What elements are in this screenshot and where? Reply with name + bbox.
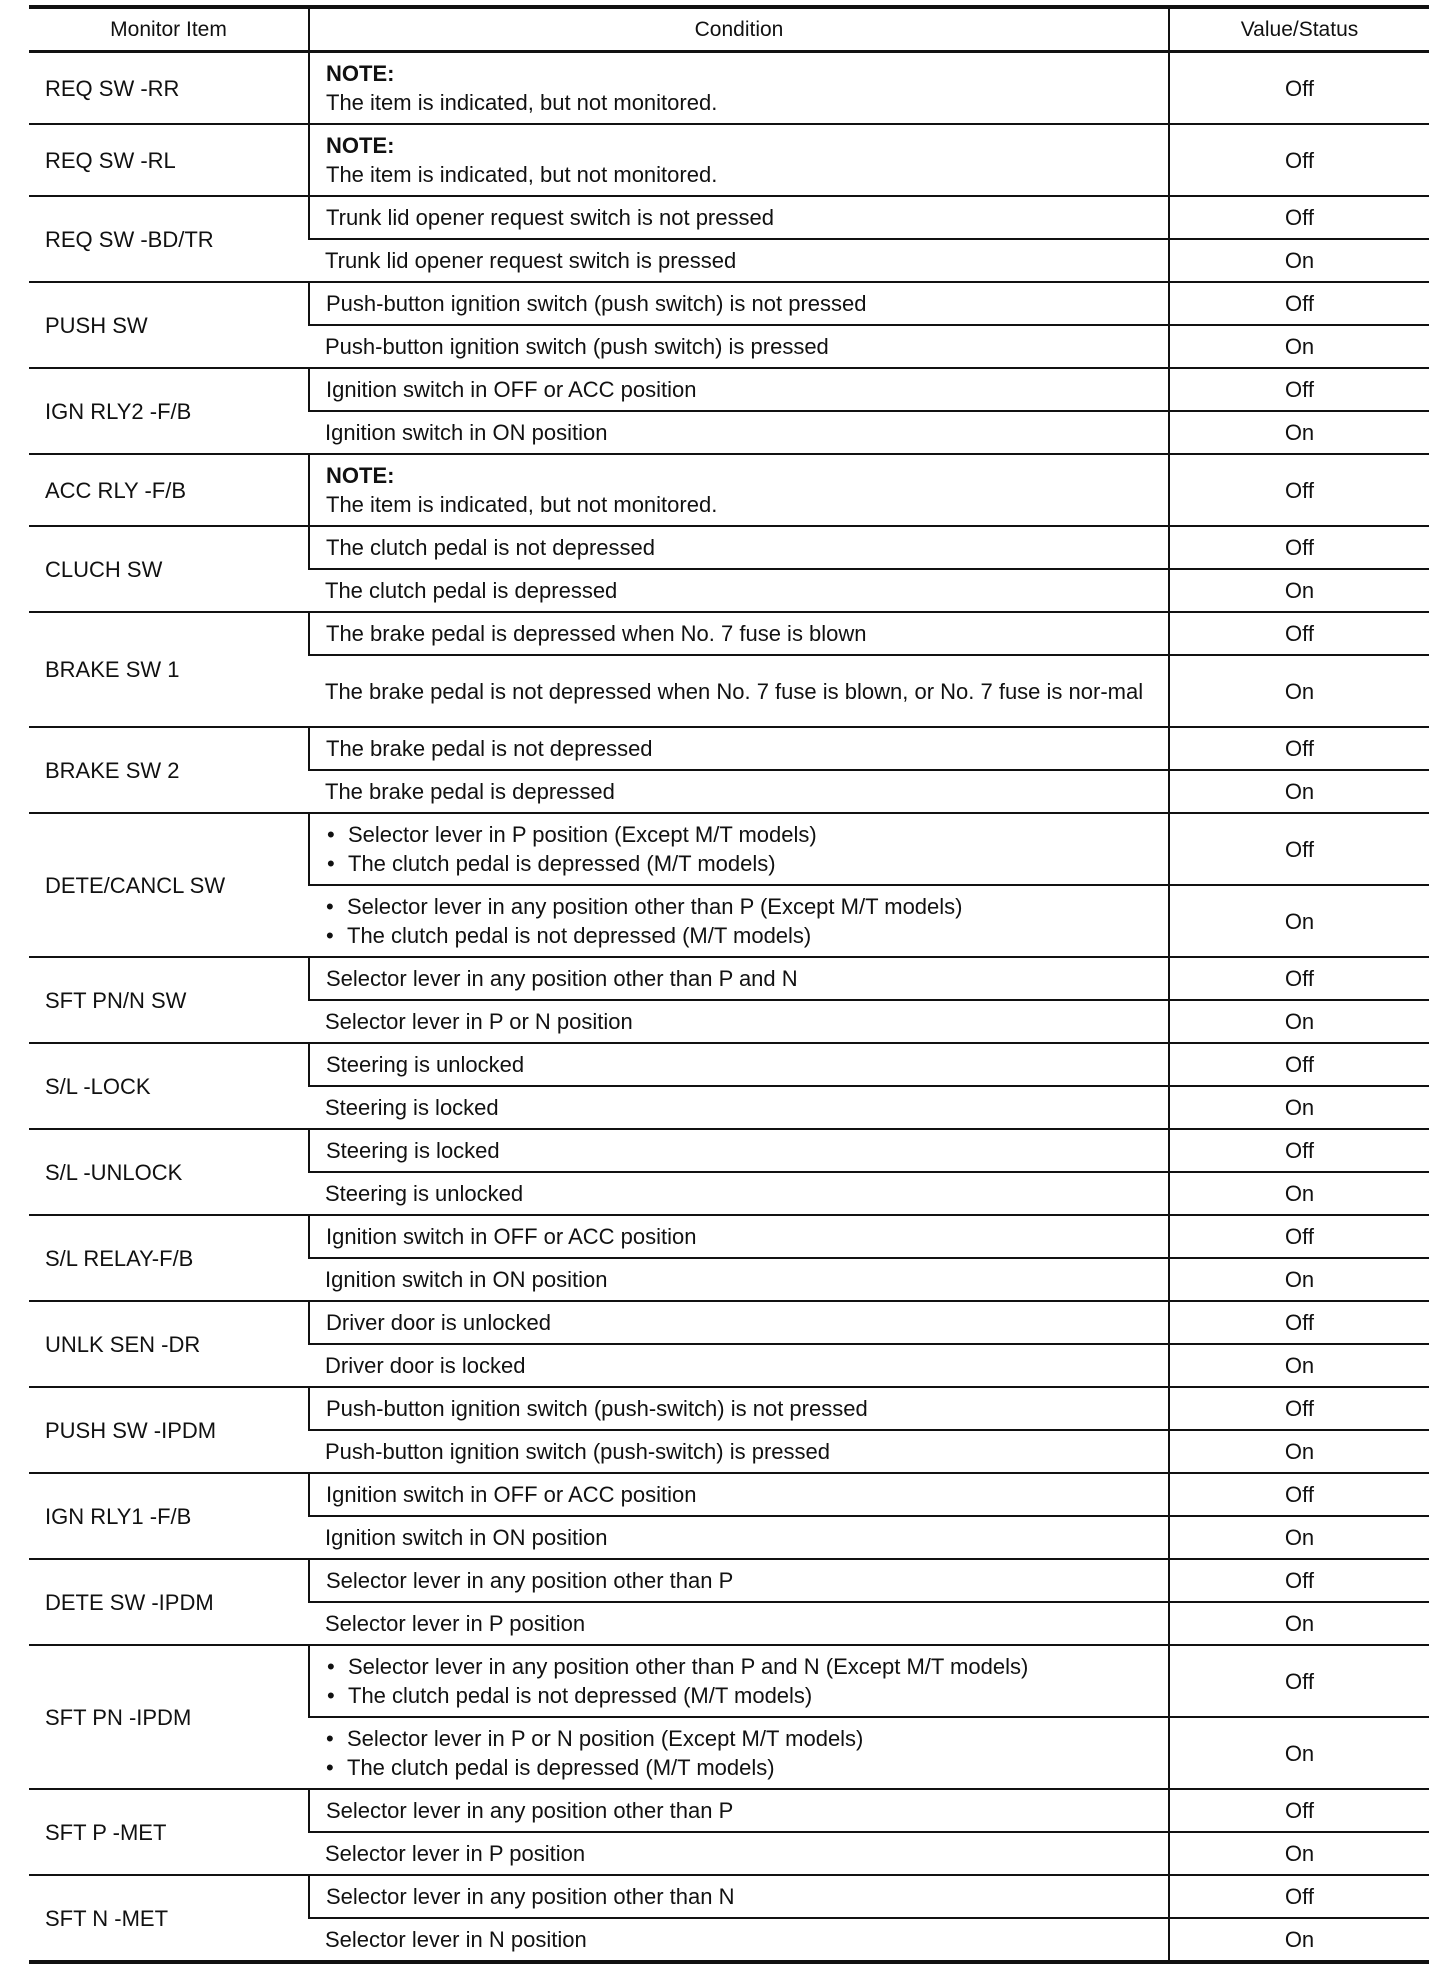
table-row <box>29 454 1429 526</box>
table-row <box>29 727 1429 770</box>
value-status-cell: On <box>1169 1430 1429 1473</box>
condition-bullet-item: • Selector lever in any position other than P and N (Except M/T models) <box>326 1652 1152 1681</box>
value-status-cell: On <box>1169 1172 1429 1215</box>
condition-cell <box>309 1832 1169 1875</box>
table-row <box>29 526 1429 569</box>
condition-cell <box>309 325 1169 368</box>
condition-cell <box>309 239 1169 282</box>
value-status-cell: On <box>1169 1602 1429 1645</box>
value-status-cell: On <box>1169 239 1429 282</box>
value-status-cell: On <box>1169 1918 1429 1962</box>
table-row <box>29 1301 1429 1344</box>
monitor-item-cell: DETE/CANCL SW <box>29 813 309 957</box>
value-status-cell: On <box>1169 1086 1429 1129</box>
monitor-item-cell: PUSH SW <box>29 282 309 368</box>
condition-text: Ignition switch in OFF or ACC position <box>326 1224 697 1249</box>
note-text: The item is indicated, but not monitored. <box>326 90 718 115</box>
note-text: The item is indicated, but not monitored. <box>326 492 718 517</box>
condition-bullet-item: • The clutch pedal is depressed (M/T models) <box>325 1753 1152 1782</box>
condition-text: Selector lever in N position <box>325 1927 587 1952</box>
monitor-item-cell: CLUCH SW <box>29 526 309 612</box>
note-label: NOTE: <box>326 463 395 488</box>
value-status-cell: On <box>1169 325 1429 368</box>
condition-cell <box>309 1344 1169 1387</box>
value-status-cell: On <box>1169 1258 1429 1301</box>
condition-text: Steering is unlocked <box>326 1052 525 1077</box>
value-status-cell: Off <box>1169 1559 1429 1602</box>
table-row <box>29 1875 1429 1918</box>
condition-cell <box>309 1602 1169 1645</box>
monitor-item-cell: S/L RELAY-F/B <box>29 1215 309 1301</box>
value-status-cell: Off <box>1169 1129 1429 1172</box>
value-status-cell: On <box>1169 1832 1429 1875</box>
condition-bullet-list <box>325 892 1152 950</box>
condition-text: Trunk lid opener request switch is not pressed <box>326 205 774 230</box>
condition-cell <box>309 770 1169 813</box>
condition-cell <box>309 1043 1169 1086</box>
condition-cell <box>309 1172 1169 1215</box>
table-row <box>29 1387 1429 1430</box>
note-label: NOTE: <box>326 133 395 158</box>
condition-cell <box>309 411 1169 454</box>
value-status-cell: On <box>1169 770 1429 813</box>
value-status-cell: Off <box>1169 124 1429 196</box>
value-status-cell: Off <box>1169 1473 1429 1516</box>
value-status-cell: Off <box>1169 1043 1429 1086</box>
value-status-cell: Off <box>1169 282 1429 325</box>
condition-bullet-item: • The clutch pedal is depressed (M/T models) <box>326 849 1152 878</box>
condition-text: Selector lever in any position other than P and N <box>326 966 798 991</box>
condition-text: Driver door is unlocked <box>326 1310 551 1335</box>
condition-text: Push-button ignition switch (push switch) is not pressed <box>326 291 867 316</box>
table-row <box>29 52 1429 125</box>
condition-cell <box>309 727 1169 770</box>
monitor-item-cell: ACC RLY -F/B <box>29 454 309 526</box>
condition-text: Push-button ignition switch (push-switch) is not pressed <box>326 1396 868 1421</box>
value-status-cell: On <box>1169 885 1429 957</box>
value-status-cell: On <box>1169 1717 1429 1789</box>
condition-text: Selector lever in P position <box>325 1841 586 1866</box>
value-status-cell: On <box>1169 1344 1429 1387</box>
monitor-item-cell: PUSH SW -IPDM <box>29 1387 309 1473</box>
table-row <box>29 368 1429 411</box>
table-row <box>29 1043 1429 1086</box>
condition-cell <box>309 1645 1169 1717</box>
condition-text: Ignition switch in ON position <box>325 1525 608 1550</box>
monitor-item-cell: SFT PN/N SW <box>29 957 309 1043</box>
condition-text: Steering is locked <box>325 1095 499 1120</box>
condition-text: Ignition switch in OFF or ACC position <box>326 377 697 402</box>
table-row <box>29 124 1429 196</box>
condition-text: The brake pedal is not depressed when No. 7 fuse is blown, or No. 7 fuse is nor-mal <box>325 678 1144 704</box>
monitor-item-cell: S/L -LOCK <box>29 1043 309 1129</box>
condition-bullet-list <box>325 1724 1152 1782</box>
header-value-status: Value/Status <box>1169 7 1429 52</box>
condition-text: The brake pedal is depressed when No. 7 fuse is blown <box>326 621 867 646</box>
value-status-cell: Off <box>1169 612 1429 655</box>
condition-cell <box>309 526 1169 569</box>
condition-text: Selector lever in P position <box>325 1611 586 1636</box>
table-row <box>29 1215 1429 1258</box>
monitor-item-cell: IGN RLY2 -F/B <box>29 368 309 454</box>
note-label: NOTE: <box>326 61 395 86</box>
condition-text: The clutch pedal is depressed <box>325 578 618 603</box>
value-status-cell: Off <box>1169 1387 1429 1430</box>
monitor-item-cell: REQ SW -BD/TR <box>29 196 309 282</box>
condition-text: Trunk lid opener request switch is pressed <box>325 248 737 273</box>
condition-cell <box>309 1258 1169 1301</box>
condition-cell <box>309 1301 1169 1344</box>
table-row <box>29 957 1429 1000</box>
condition-text: Ignition switch in ON position <box>325 420 608 445</box>
note-text: The item is indicated, but not monitored. <box>326 162 718 187</box>
condition-bullet-item: • Selector lever in P position (Except M/T models) <box>326 820 1152 849</box>
table-row <box>29 1645 1429 1717</box>
condition-text: Selector lever in any position other than P <box>326 1798 734 1823</box>
table-row <box>29 1789 1429 1832</box>
condition-text: Steering is locked <box>326 1138 500 1163</box>
value-status-cell: Off <box>1169 1301 1429 1344</box>
value-status-cell: Off <box>1169 1789 1429 1832</box>
value-status-cell: Off <box>1169 1875 1429 1918</box>
condition-cell <box>309 1789 1169 1832</box>
monitor-item-cell: IGN RLY1 -F/B <box>29 1473 309 1559</box>
value-status-cell: On <box>1169 569 1429 612</box>
condition-text: Push-button ignition switch (push-switch) is pressed <box>325 1439 831 1464</box>
condition-bullet-item: • Selector lever in any position other than P (Except M/T models) <box>325 892 1152 921</box>
table-body <box>29 52 1429 1963</box>
condition-cell <box>309 569 1169 612</box>
condition-text: The brake pedal is depressed <box>325 779 615 804</box>
condition-cell <box>309 454 1169 526</box>
condition-cell <box>309 52 1169 125</box>
condition-text: Ignition switch in ON position <box>325 1267 608 1292</box>
condition-cell <box>309 885 1169 957</box>
condition-cell <box>309 1430 1169 1473</box>
table-row <box>29 282 1429 325</box>
condition-cell <box>309 1086 1169 1129</box>
value-status-cell: Off <box>1169 727 1429 770</box>
monitor-item-table <box>29 5 1429 1964</box>
condition-text: The brake pedal is not depressed <box>326 736 653 761</box>
value-status-cell: Off <box>1169 454 1429 526</box>
value-status-cell: Off <box>1169 1215 1429 1258</box>
condition-cell <box>309 612 1169 655</box>
value-status-cell: Off <box>1169 368 1429 411</box>
condition-bullet-list <box>326 1652 1152 1710</box>
condition-cell <box>309 1387 1169 1430</box>
monitor-item-cell: REQ SW -RL <box>29 124 309 196</box>
value-status-cell: On <box>1169 1516 1429 1559</box>
condition-bullet-item: • The clutch pedal is not depressed (M/T models) <box>325 921 1152 950</box>
value-status-cell: On <box>1169 655 1429 727</box>
condition-cell <box>309 1559 1169 1602</box>
condition-cell <box>309 813 1169 885</box>
condition-text: Selector lever in P or N position <box>325 1009 633 1034</box>
header-condition: Condition <box>309 7 1169 52</box>
condition-text: Driver door is locked <box>325 1353 526 1378</box>
monitor-item-cell: S/L -UNLOCK <box>29 1129 309 1215</box>
monitor-item-cell: UNLK SEN -DR <box>29 1301 309 1387</box>
condition-bullet-item: • Selector lever in P or N position (Except M/T models) <box>325 1724 1152 1753</box>
value-status-cell: On <box>1169 1000 1429 1043</box>
condition-cell <box>309 1717 1169 1789</box>
condition-bullet-item: • The clutch pedal is not depressed (M/T models) <box>326 1681 1152 1710</box>
condition-text: The clutch pedal is not depressed <box>326 535 655 560</box>
table-row <box>29 612 1429 655</box>
condition-cell <box>309 1000 1169 1043</box>
condition-cell <box>309 124 1169 196</box>
condition-cell <box>309 1473 1169 1516</box>
header-monitor-item: Monitor Item <box>29 7 309 52</box>
condition-text: Ignition switch in OFF or ACC position <box>326 1482 697 1507</box>
condition-cell <box>309 1215 1169 1258</box>
value-status-cell: Off <box>1169 52 1429 125</box>
condition-bullet-list <box>326 820 1152 878</box>
condition-cell <box>309 1875 1169 1918</box>
condition-text: Steering is unlocked <box>325 1181 524 1206</box>
value-status-cell: On <box>1169 411 1429 454</box>
condition-cell <box>309 655 1169 727</box>
value-status-cell: Off <box>1169 1645 1429 1717</box>
condition-cell <box>309 368 1169 411</box>
condition-cell <box>309 1918 1169 1962</box>
condition-cell <box>309 957 1169 1000</box>
table-row <box>29 1473 1429 1516</box>
monitor-item-cell: BRAKE SW 2 <box>29 727 309 813</box>
value-status-cell: Off <box>1169 196 1429 239</box>
condition-cell <box>309 196 1169 239</box>
table-row <box>29 1129 1429 1172</box>
condition-cell <box>309 1129 1169 1172</box>
monitor-item-cell: SFT N -MET <box>29 1875 309 1962</box>
condition-text: Selector lever in any position other than N <box>326 1884 735 1909</box>
condition-cell <box>309 282 1169 325</box>
value-status-cell: Off <box>1169 526 1429 569</box>
table-row <box>29 196 1429 239</box>
monitor-item-cell: REQ SW -RR <box>29 52 309 125</box>
table-header-row <box>29 7 1429 52</box>
value-status-cell: Off <box>1169 957 1429 1000</box>
table-row <box>29 813 1429 885</box>
table-row <box>29 1559 1429 1602</box>
monitor-item-cell: SFT PN -IPDM <box>29 1645 309 1789</box>
condition-text: Selector lever in any position other than P <box>326 1568 734 1593</box>
value-status-cell: Off <box>1169 813 1429 885</box>
condition-text: Push-button ignition switch (push switch) is pressed <box>325 334 829 359</box>
monitor-item-cell: BRAKE SW 1 <box>29 612 309 727</box>
monitor-item-cell: DETE SW -IPDM <box>29 1559 309 1645</box>
monitor-item-cell: SFT P -MET <box>29 1789 309 1875</box>
condition-cell <box>309 1516 1169 1559</box>
